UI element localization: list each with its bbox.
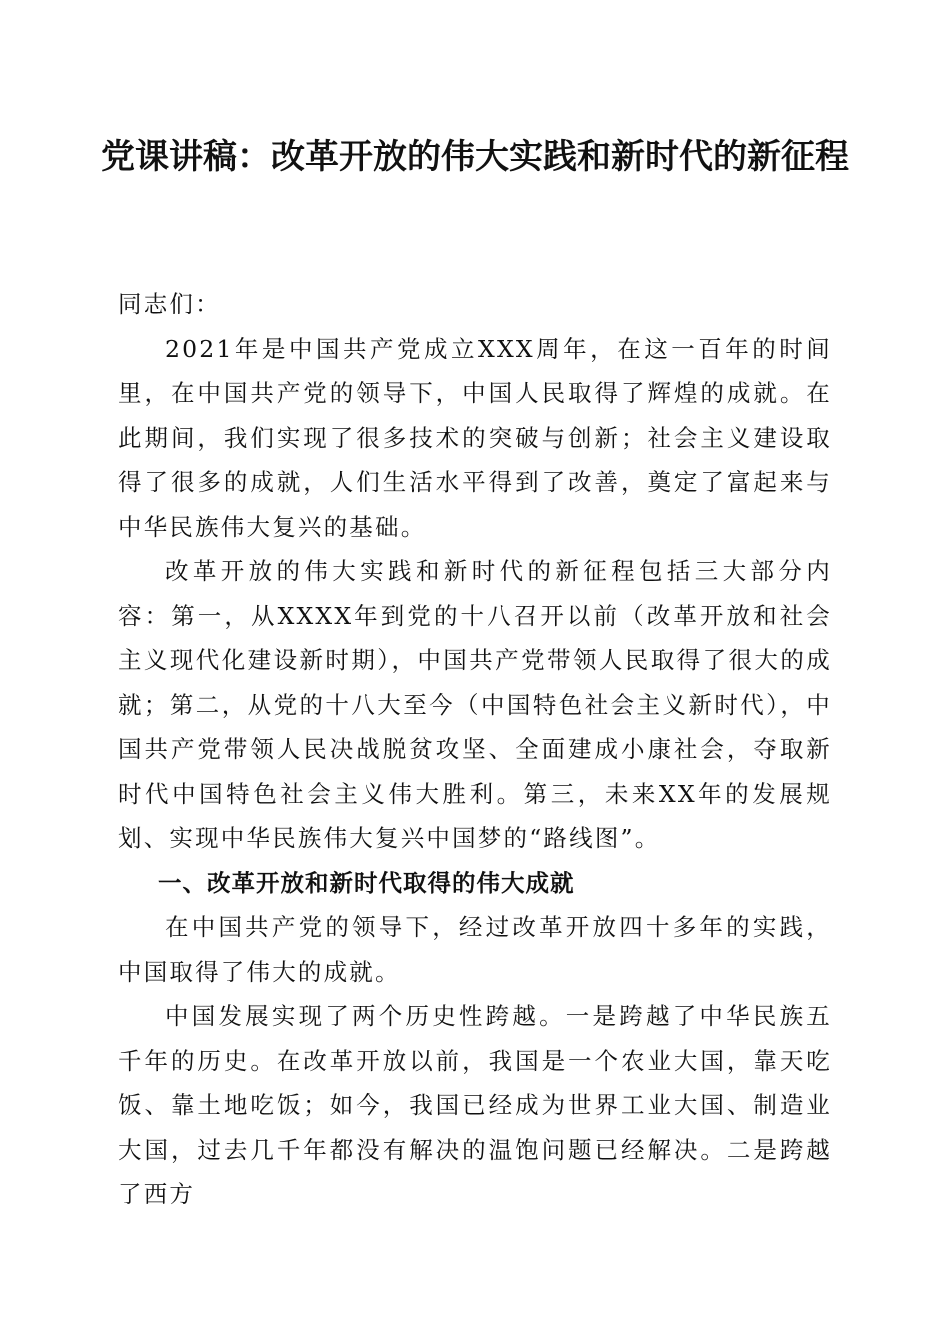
salutation: 同志们： [118,290,221,318]
paragraph-achievements: 在中国共产党的领导下，经过改革开放四十多年的实践，中国取得了伟大的成就。 [118,913,832,986]
paragraph-two-leaps: 中国发展实现了两个历史性跨越。一是跨越了中华民族五千年的历史。在改革开放以前，我国是一个农业大国，靠天吃饭、靠土地吃饭；如今，我国已经成为世界工业大国、制造业大国，过去几千年都没有解决的温饱问题已经解决。二是跨越了西方 [118,1002,832,1208]
paragraph-intro: 2021年是中国共产党成立XXX周年，在这一百年的时间里，在中国共产党的领导下，中国人民取得了辉煌的成就。在此期间，我们实现了很多技术的突破与创新；社会主义建设取得了很多的成就，人们生活水平得到了改善，奠定了富起来与中华民族伟大复兴的基础。 [118,334,832,541]
section-heading: 一、改革开放和新时代取得的伟大成就 [158,868,575,897]
paragraph-overview: 改革开放的伟大实践和新时代的新征程包括三大部分内容：第一，从XXXX年到党的十八召开以前（改革开放和社会主义现代化建设新时期），中国共产党带领人民取得了很大的成就；第二，从党的十八大至今（中国特色社会主义新时代），中国共产党带领人民决战脱贫攻坚、全面建成小康社会，夺取新时代中国特色社会主义伟大胜利。第三，未来XX年的发展规划、实现中华民族伟大复兴中国梦的“路线图”。 [118,557,832,852]
document-body [118,282,832,1217]
document-title: 党课讲稿：改革开放的伟大实践和新时代的新征程 [101,137,849,177]
